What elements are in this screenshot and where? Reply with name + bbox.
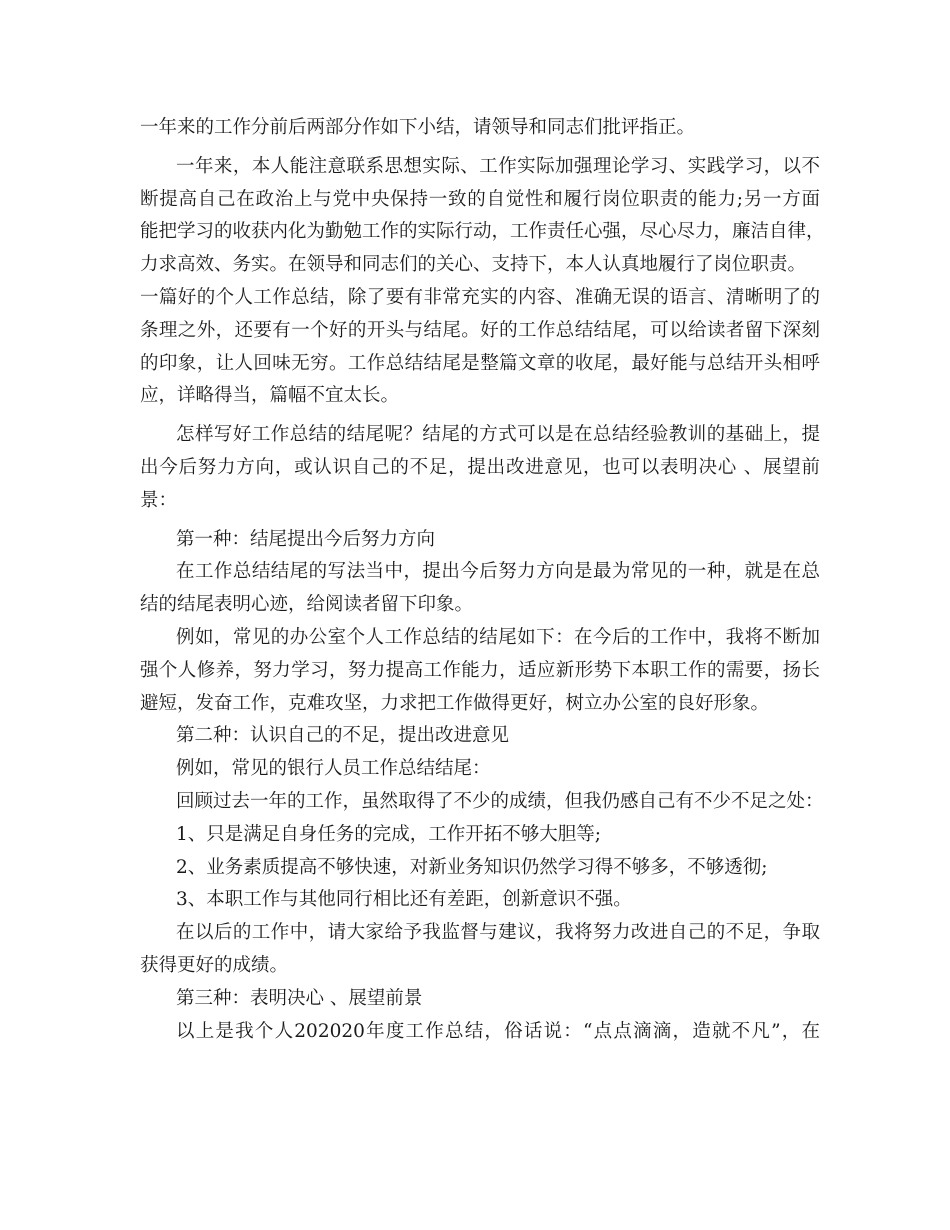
text-line: 能把学习的收获内化为勤勉工作的实际行动，工作责任心强，尽心尽力，廉洁自律， [140,221,825,243]
text-line: 在以后的工作中，请大家给予我监督与建议，我将努力改进自己的不足，争取 [176,922,820,944]
text-line: 出今后努力方向，或认识自己的不足，提出改进意见，也可以表明决心 、展望前 [140,456,820,478]
text-line: 第二种：认识自己的不足，提出改进意见 [176,725,510,747]
document-body [140,112,825,1048]
text-line: 强个人修养，努力学习，努力提高工作能力，适应新形势下本职工作的需要，扬长 [140,659,820,681]
text-line: 2、业务素质提高不够快速，对新业务知识仍然学习得不够多，不够透彻; [176,856,768,878]
text-line: 条理之外，还要有一个好的开头与结尾。好的工作总结结尾，可以给读者留下深刻 [140,319,820,341]
text-line: 应，详略得当，篇幅不宜太长。 [140,385,400,407]
text-line: 例如，常见的办公室个人工作总结的结尾如下：在今后的工作中，我将不断加 [176,626,820,648]
text-line: 3、本职工作与其他同行相比还有差距，创新意识不强。 [176,889,632,911]
text-line: 获得更好的成绩。 [140,954,289,976]
text-line: 第一种：结尾提出今后努力方向 [176,528,436,550]
text-line: 在工作总结结尾的写法当中，提出今后努力方向是最为常见的一种，就是在总 [176,561,820,583]
text-line: 景： [140,489,178,511]
text-line: 一年来的工作分前后两部分作如下小结，请领导和同志们批评指正。 [140,117,696,138]
text-line: 结的结尾表明心迹，给阅读者留下印象。 [140,594,474,616]
text-line: 第三种：表明决心 、展望前景 [176,987,423,1009]
text-line: 断提高自己在政治上与党中央保持一致的自觉性和履行岗位职责的能力;另一方面 [140,188,820,210]
text-line: 回顾过去一年的工作，虽然取得了不少的成绩，但我仍感自己有不少不足之处： [176,790,824,812]
text-line: 避短，发奋工作，克难攻坚，力求把工作做得更好，树立办公室的良好形象。 [140,692,770,714]
text-line: 以上是我个人202020年度工作总结，俗话说：“点点滴滴，造就不凡”，在 [176,1020,820,1042]
text-line: 一篇好的个人工作总结，除了要有非常充实的内容、准确无误的语言、清晰明了的 [140,286,820,308]
text-line: 的印象，让人回味无穷。工作总结结尾是整篇文章的收尾，最好能与总结开头相呼 [140,352,820,374]
text-line: 力求高效、务实。在领导和同志们的关心、支持下，本人认真地履行了岗位职责。 [140,254,807,276]
text-line: 1、只是满足自身任务的完成，工作开拓不够大胆等; [176,823,602,845]
document-page [140,112,825,1048]
text-line: 怎样写好工作总结的结尾呢？结尾的方式可以是在总结经验教训的基础上，提 [176,424,820,446]
text-line: 一年来，本人能注意联系思想实际、工作实际加强理论学习、实践学习，以不 [176,155,820,177]
text-line: 例如，常见的银行人员工作总结结尾： [176,758,491,780]
